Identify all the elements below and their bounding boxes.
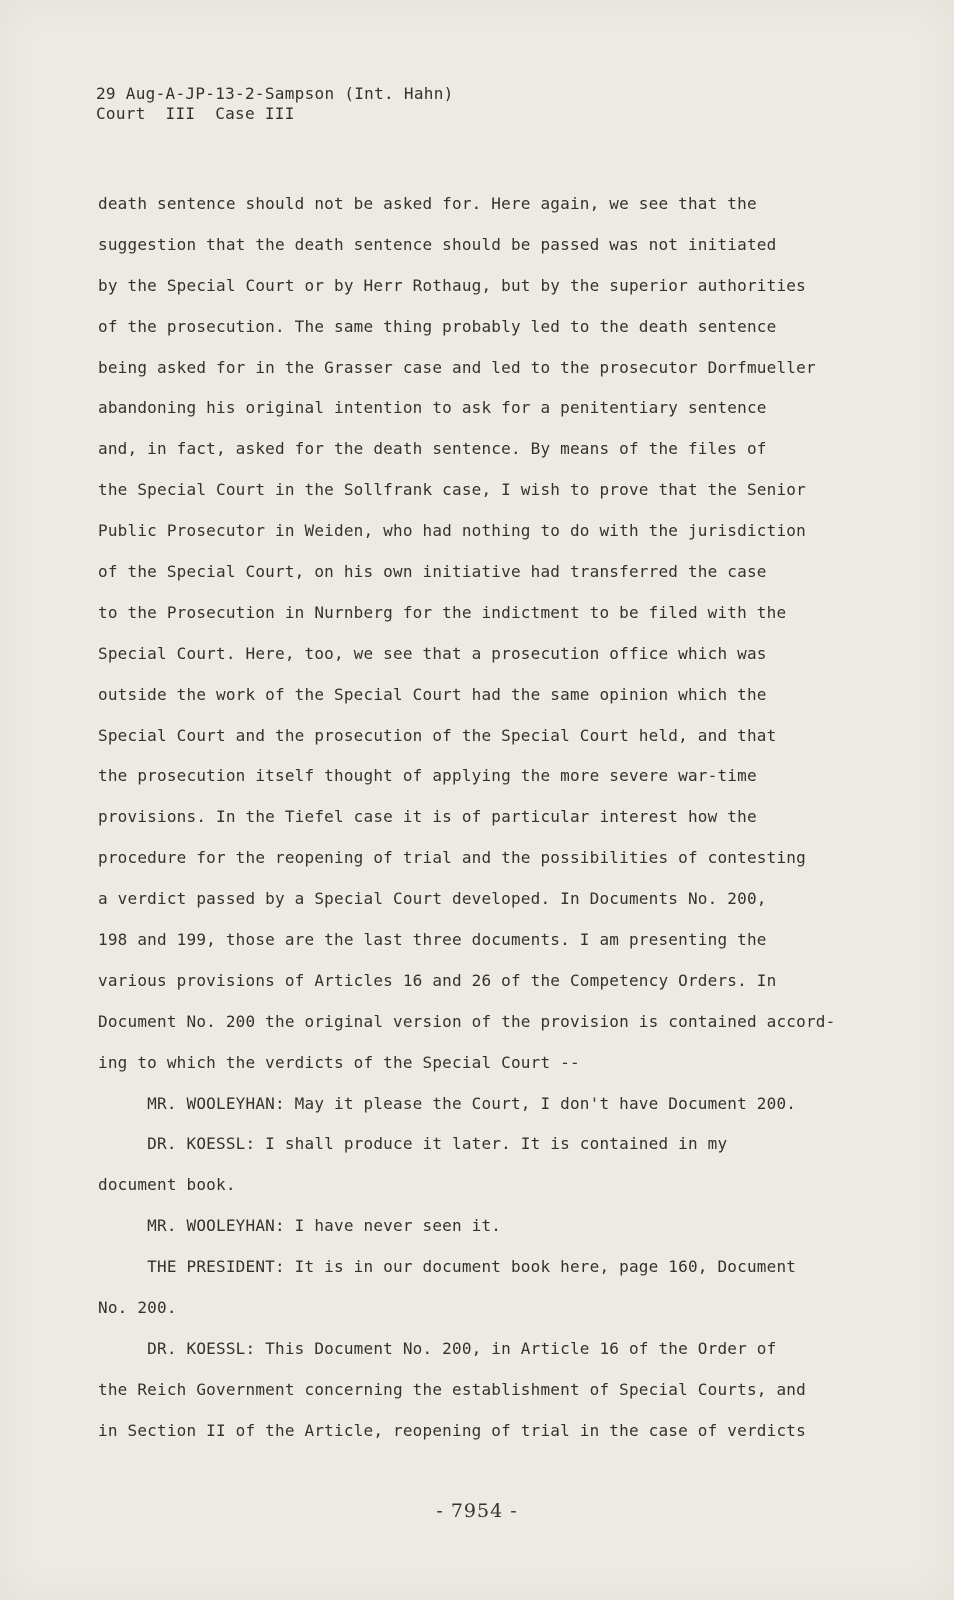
header-session-line: 29 Aug-A-JP-13-2-Sampson (Int. Hahn) <box>96 84 454 103</box>
transcript-line: THE PRESIDENT: It is in our document book here, page 160, Document <box>98 1257 797 1277</box>
transcript-line: Special Court. Here, too, we see that a prosecution office which was <box>98 643 767 663</box>
transcript-line: ing to which the verdicts of the Special Court -- <box>98 1052 580 1072</box>
transcript-line: of the prosecution. The same thing probably led to the death sentence <box>98 316 777 336</box>
page-number: - 7954 - <box>436 1500 518 1522</box>
transcript-line: the Reich Government concerning the establishment of Special Courts, and <box>98 1379 806 1399</box>
transcript-line: MR. WOOLEYHAN: May it please the Court, I don't have Document 200. <box>98 1093 797 1113</box>
transcript-line: 198 and 199, those are the last three documents. I am presenting the <box>98 930 767 950</box>
transcript-line: document book. <box>98 1175 236 1195</box>
transcript-line: outside the work of the Special Court had the same opinion which the <box>98 684 767 704</box>
transcript-line: a verdict passed by a Special Court developed. In Documents No. 200, <box>98 889 767 909</box>
transcript-body <box>98 184 858 1452</box>
document-header <box>96 84 454 124</box>
transcript-line: suggestion that the death sentence should be passed was not initiated <box>98 234 777 254</box>
transcript-line: Public Prosecutor in Weiden, who had nothing to do with the jurisdiction <box>98 521 806 541</box>
transcript-line: DR. KOESSL: I shall produce it later. It is contained in my <box>98 1134 728 1154</box>
transcript-line: to the Prosecution in Nurnberg for the indictment to be filed with the <box>98 602 787 622</box>
transcript-line: provisions. In the Tiefel case it is of particular interest how the <box>98 807 757 827</box>
transcript-line: being asked for in the Grasser case and led to the prosecutor Dorfmueller <box>98 357 816 377</box>
transcript-line: and, in fact, asked for the death sentence. By means of the files of <box>98 439 767 459</box>
transcript-line: in Section II of the Article, reopening of trial in the case of verdicts <box>98 1420 806 1440</box>
transcript-line: No. 200. <box>98 1298 177 1318</box>
transcript-line: death sentence should not be asked for. Here again, we see that the <box>98 194 757 213</box>
transcript-line: Document No. 200 the original version of the provision is contained accord- <box>98 1011 836 1031</box>
transcript-line: of the Special Court, on his own initiative had transferred the case <box>98 562 767 582</box>
transcript-line: procedure for the reopening of trial and the possibilities of contesting <box>98 848 806 868</box>
header-court-case-line: Court III Case III <box>96 104 295 123</box>
transcript-line: the Special Court in the Sollfrank case, I wish to prove that the Senior <box>98 480 806 500</box>
transcript-line: the prosecution itself thought of applying the more severe war-time <box>98 766 757 786</box>
transcript-line: MR. WOOLEYHAN: I have never seen it. <box>98 1216 502 1236</box>
transcript-line: Special Court and the prosecution of the Special Court held, and that <box>98 725 777 745</box>
transcript-line: various provisions of Articles 16 and 26 of the Competency Orders. In <box>98 970 777 990</box>
transcript-line: by the Special Court or by Herr Rothaug, but by the superior authorities <box>98 275 806 295</box>
transcript-line: abandoning his original intention to ask for a penitentiary sentence <box>98 398 767 418</box>
transcript-line: DR. KOESSL: This Document No. 200, in Article 16 of the Order of <box>98 1338 777 1358</box>
